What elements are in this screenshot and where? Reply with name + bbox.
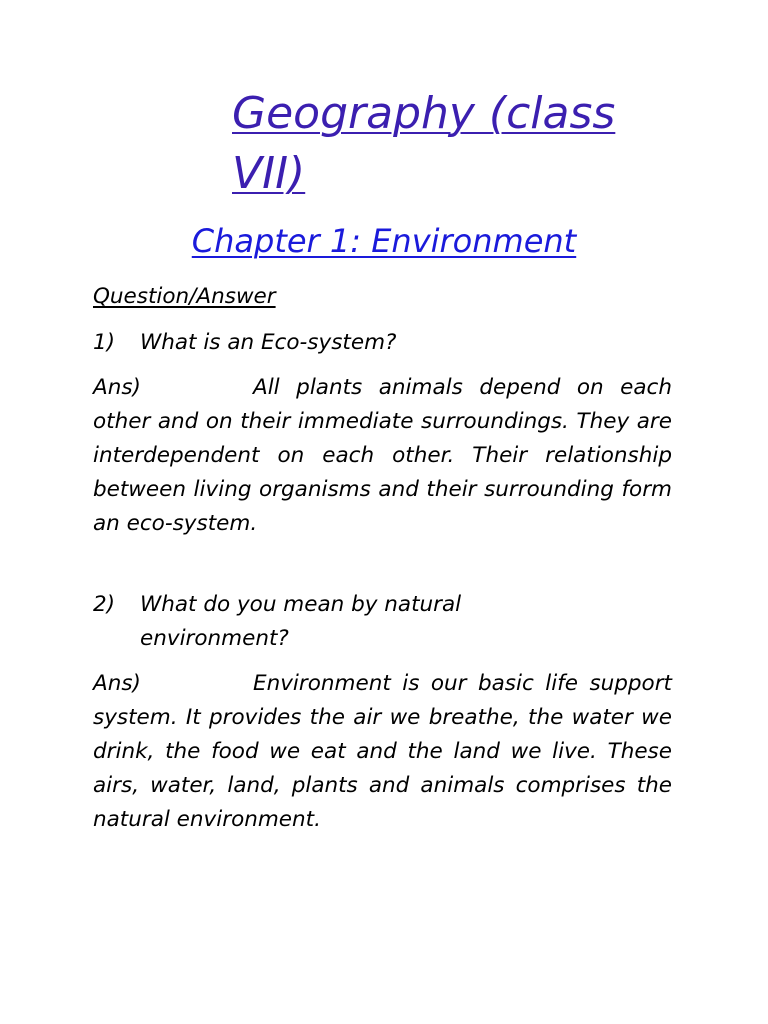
answer-1-label: Ans) <box>93 375 141 400</box>
question-2-number: 2) <box>93 592 116 617</box>
question-2 <box>93 588 672 656</box>
answer-1 <box>93 371 672 541</box>
section-label: Question/Answer <box>93 284 276 309</box>
answer-2-label: Ans) <box>93 671 141 696</box>
answer-2 <box>93 667 672 837</box>
chapter-heading: Chapter 1: Environment <box>191 222 577 260</box>
answer-2-text: Environment is our basic life support system. It provides the air we breathe, the water we drink, the food we eat and the land we live. These airs, water, land, plants and animals comprises the natural environment. <box>93 671 672 832</box>
question-2-text: What do you mean by natural environment? <box>140 592 462 651</box>
answer-1-text: All plants animals depend on each other and on their immediate surroundings. They are interdependent on each other. Their relationship between living organisms and their surrounding form an eco-system. <box>93 375 672 536</box>
document-title: Geography (class VII) <box>232 88 616 199</box>
question-1 <box>93 326 672 360</box>
question-1-number: 1) <box>93 330 116 355</box>
question-1-text: What is an Eco-system? <box>140 330 397 355</box>
